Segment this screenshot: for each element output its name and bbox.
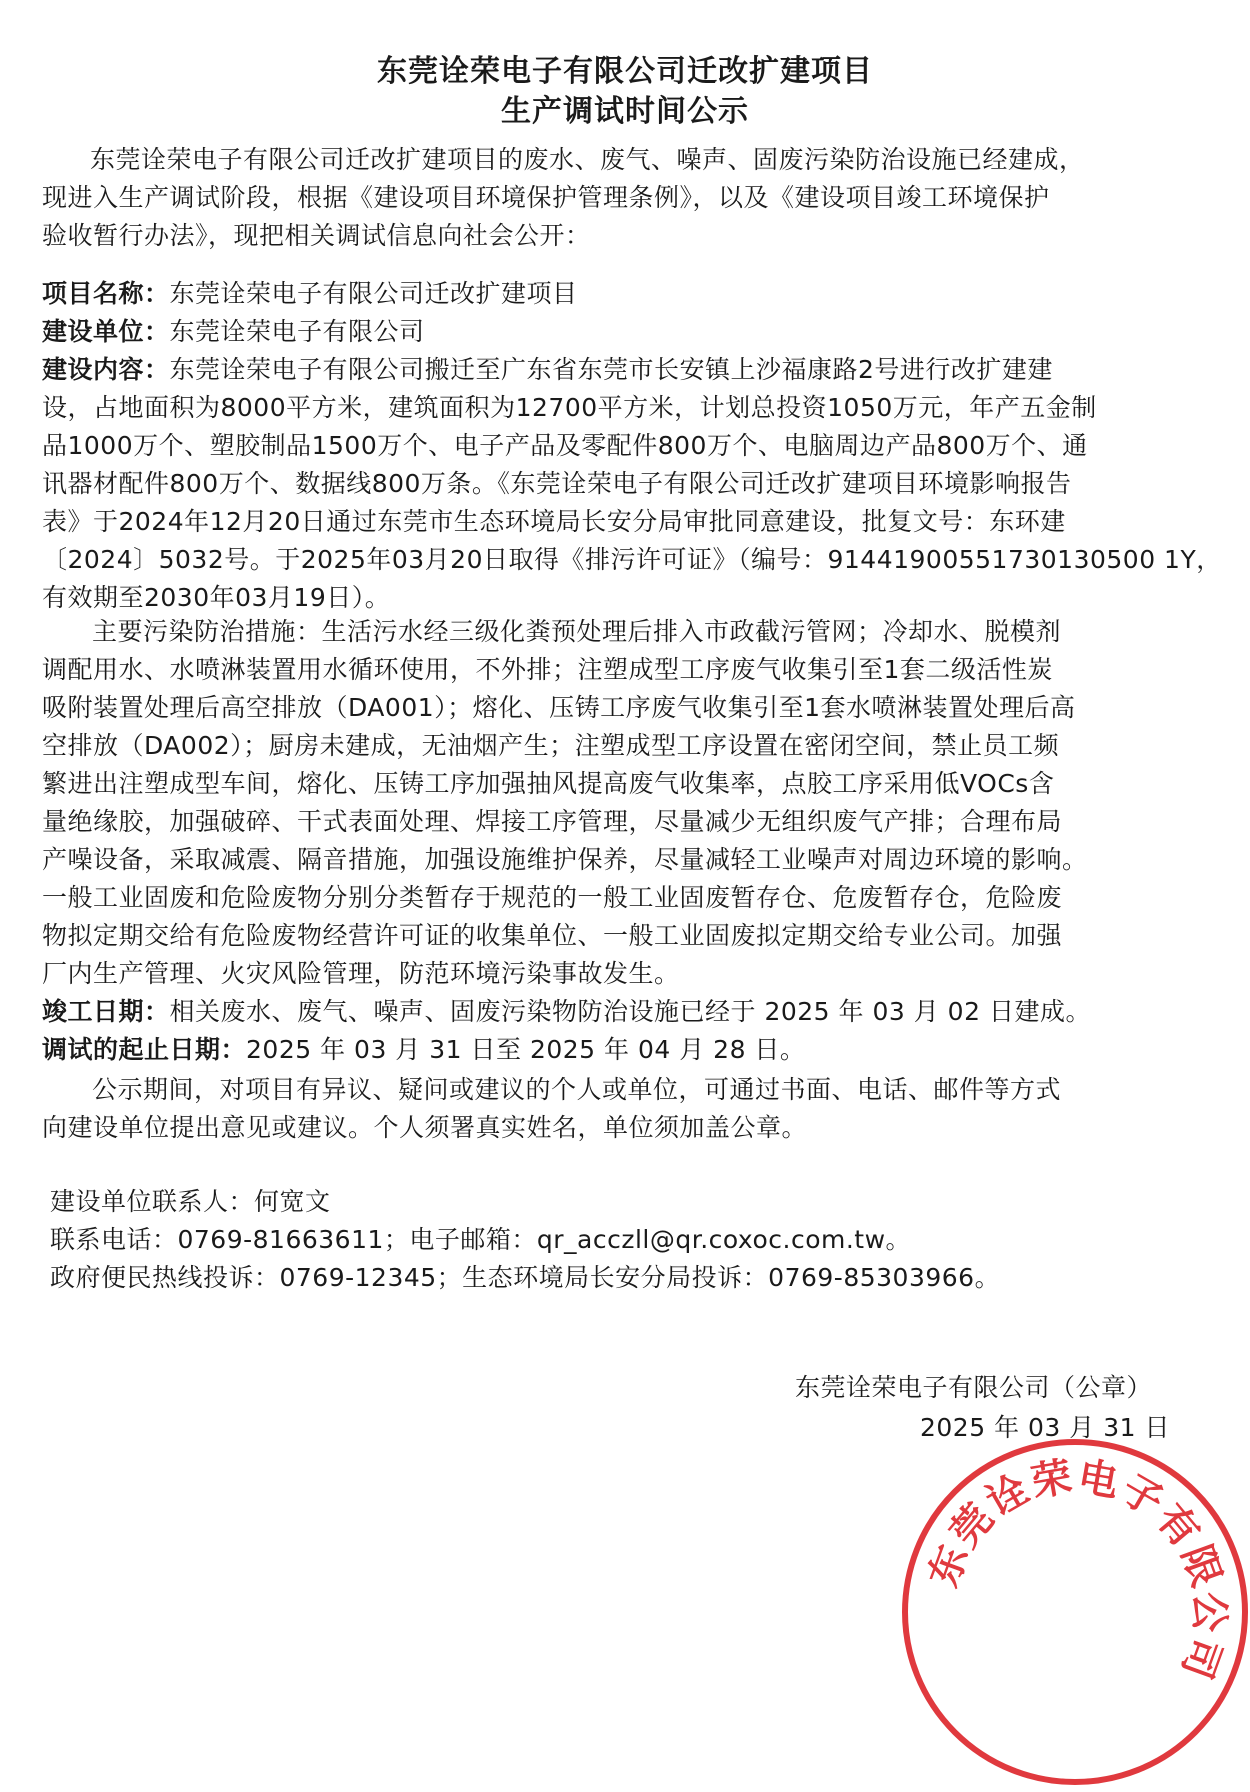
builder-value: 东莞诠荣电子有限公司 [169, 317, 425, 346]
document-title: 东莞诠荣电子有限公司迁改扩建项目 [377, 54, 873, 89]
measures-line: 繁进出注塑成型车间，熔化、压铸工序加强抽风提高废气收集率，点胶工序采用低VOCs含 [42, 769, 1055, 798]
measures-line: 产噪设备，采取减震、隔音措施，加强设施维护保养，尽量减轻工业噪声对周边环境的影响。 [42, 845, 1088, 874]
notice-line: 向建设单位提出意见或建议。个人须署真实姓名，单位须加盖公章。 [42, 1113, 808, 1142]
intro-line: 东莞诠荣电子有限公司迁改扩建项目的废水、废气、噪声、固废污染防治设施已经建成， [90, 145, 1085, 174]
measures-line: 一般工业固废和危险废物分别分类暂存于规范的一般工业固废暂存仓、危废暂存仓，危险废 [42, 883, 1063, 912]
debug-period-value: 2025 年 03 月 31 日至 2025 年 04 月 28 日。 [246, 1035, 806, 1064]
measures-line: 量绝缘胶，加强破碎、干式表面处理、焊接工序管理，尽量减少无组织废气产排；合理布局 [42, 807, 1063, 836]
content-row [42, 351, 1053, 389]
contact-phone-email: 联系电话：0769-81663611；电子邮箱：qr_acczll@qr.coxoc.com.tw。 [50, 1225, 912, 1254]
seal-char: 电 [1074, 1453, 1122, 1507]
measures-line: 调配用水、水喷淋装置用水循环使用，不外排；注塑成型工序废气收集引至1套二级活性炭 [42, 655, 1053, 684]
content-first-line: 东莞诠荣电子有限公司搬迁至广东省东莞市长安镇上沙福康路2号进行改扩建建 [169, 355, 1053, 384]
seal-char: 限 [1172, 1539, 1230, 1593]
seal-char: 公 [1186, 1592, 1232, 1632]
debug-period-row [42, 1031, 805, 1069]
content-line: 有效期至2030年03月19日）。 [42, 583, 391, 612]
intro-line: 验收暂行办法》，现把相关调试信息向社会公开： [42, 221, 591, 250]
completion-label: 竣工日期： [42, 997, 170, 1026]
content-line: 〔2024〕5032号。于2025年03月20日取得《排污许可证》（编号：91441900551730130500 1Y， [42, 545, 1222, 574]
debug-period-label: 调试的起止日期： [42, 1035, 247, 1064]
seal-char: 有 [1147, 1495, 1209, 1556]
measures-line: 主要污染防治措施：生活污水经三级化粪预处理后排入市政截污管网；冷却水、脱模剂 [92, 617, 1062, 646]
intro-line: 现进入生产调试阶段，根据《建设项目环境保护管理条例》，以及《建设项目竣工环境保护 [42, 183, 1050, 212]
seal-ring [905, 1442, 1245, 1782]
measures-line: 厂内生产管理、火灾风险管理，防范环境污染事故发生。 [42, 959, 680, 988]
completion-row [42, 993, 1091, 1031]
content-line: 设，占地面积为8000平方米，建筑面积为12700平方米，计划总投资1050万元，年产五金制 [42, 393, 1097, 422]
builder-label: 建设单位： [42, 317, 170, 346]
content-line: 品1000万个、塑胶制品1500万个、电子产品及零配件800万个、电脑周边产品800万个、通 [42, 431, 1088, 460]
notice-line: 公示期间，对项目有异议、疑问或建议的个人或单位，可通过书面、电话、邮件等方式 [92, 1075, 1062, 1104]
content-label: 建设内容： [42, 355, 170, 384]
signature-date: 2025 年 03 月 31 日 [920, 1413, 1170, 1442]
seal-text [921, 1454, 1232, 1685]
seal-char: 诠 [979, 1466, 1037, 1526]
company-seal [895, 1432, 1250, 1792]
seal-char: 东 [920, 1539, 978, 1593]
measures-line: 物拟定期交给有危险废物经营许可证的收集单位、一般工业固废拟定期交给专业公司。加强 [42, 921, 1063, 950]
seal-char: 子 [1113, 1466, 1171, 1526]
seal-char: 莞 [941, 1495, 1003, 1556]
seal-char: 荣 [1028, 1453, 1076, 1507]
completion-value: 相关废水、废气、噪声、固废污染物防治设施已经于 2025 年 03 月 02 日建成。 [169, 997, 1091, 1026]
content-line: 表》于2024年12月20日通过东莞市生态环境局长安分局审批同意建设，批复文号：东环建 [42, 507, 1066, 536]
project-name-value: 东莞诠荣电子有限公司迁改扩建项目 [169, 279, 578, 308]
contact-person: 建设单位联系人：何宽文 [50, 1187, 331, 1216]
complaint-hotlines: 政府便民热线投诉：0769-12345；生态环境局长安分局投诉：0769-85303966。 [50, 1263, 1001, 1292]
measures-line: 空排放（DA002）；厨房未建成，无油烟产生；注塑成型工序设置在密闭空间，禁止员工频 [42, 731, 1060, 760]
seal-char: 司 [1172, 1631, 1230, 1685]
content-line: 讯器材配件800万个、数据线800万条。《东莞诠荣电子有限公司迁改扩建项目环境影响报告 [42, 469, 1072, 498]
project-name-label: 项目名称： [42, 279, 170, 308]
project-name-row [42, 275, 578, 313]
document-subtitle: 生产调试时间公示 [501, 94, 749, 129]
builder-row [42, 313, 425, 351]
signature-org: 东莞诠荣电子有限公司（公章） [795, 1373, 1153, 1402]
measures-line: 吸附装置处理后高空排放（DA001）；熔化、压铸工序废气收集引至1套水喷淋装置处理后高 [42, 693, 1076, 722]
